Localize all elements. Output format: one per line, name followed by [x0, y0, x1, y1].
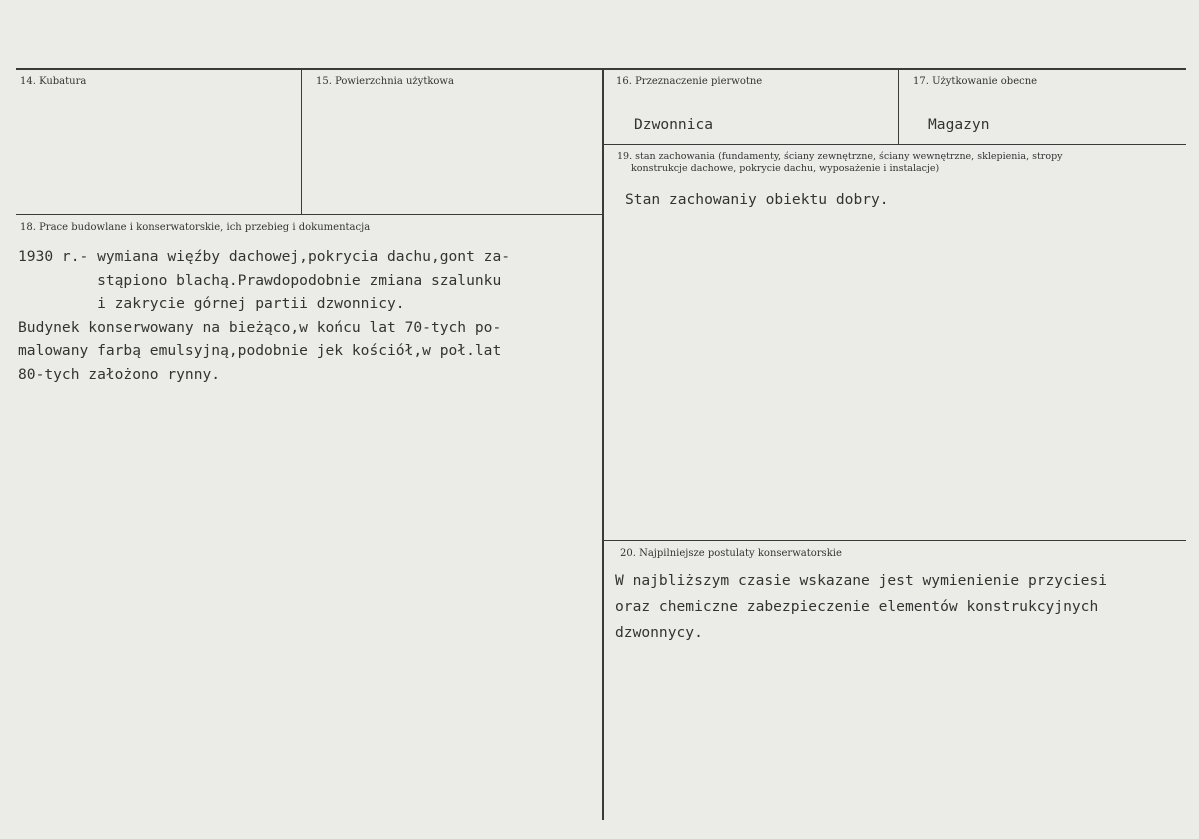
field-18-line: i zakrycie górnej partii dzwonnicy. [18, 295, 405, 312]
field-20-text [615, 568, 1107, 646]
field-17-label: 17. Użytkowanie obecne [913, 76, 1038, 87]
top-rule [16, 68, 1186, 70]
field-19-value: Stan zachowaniy obiektu dobry. [625, 191, 889, 208]
field-16-label: 16. Przeznaczenie pierwotne [616, 76, 763, 87]
field-18-line: malowany farbą emulsyjną,podobnie jek kościół,w poł.lat [18, 342, 502, 359]
field-16-value: Dzwonnica [634, 116, 714, 133]
field-18-line: stąpiono blachą.Prawdopodobnie zmiana szalunku [18, 271, 502, 289]
field-18-line: Budynek konserwowany na bieżąco,w końcu lat 70-tych po- [18, 318, 502, 336]
field-18-text [18, 245, 510, 386]
divider-14-15 [301, 70, 302, 215]
field-19-label-line2: konstrukcje dachowe, pokrycie dachu, wyposażenie i instalacje) [631, 163, 940, 174]
rule-under-14-15 [16, 214, 602, 215]
field-19-label-line1: 19. stan zachowania (fundamenty, ściany zewnętrzne, ściany wewnętrzne, sklepienia, stropy [617, 151, 1063, 162]
field-20-line: oraz chemiczne zabezpieczenie elementów konstrukcyjnych [615, 598, 1099, 615]
rule-under-16-17 [604, 144, 1186, 145]
field-20-line: W najbliższym czasie wskazane jest wymienienie przyciesi [615, 572, 1108, 589]
field-14-label: 14. Kubatura [20, 76, 87, 87]
field-18-line: 1930 r.- wymiana więźby dachowej,pokrycia dachu,gont za- [18, 248, 511, 265]
field-17-value: Magazyn [928, 116, 990, 133]
field-15-label: 15. Powierzchnia użytkowa [316, 76, 454, 87]
divider-16-17 [898, 70, 899, 144]
field-20-label: 20. Najpilniejsze postulaty konserwatorskie [620, 548, 842, 559]
field-18-line: 80-tych założono rynny. [18, 365, 221, 383]
field-18-label: 18. Prace budowlane i konserwatorskie, ich przebieg i dokumentacja [20, 222, 371, 233]
rule-above-20 [604, 540, 1186, 541]
divider-left-right [602, 70, 604, 820]
field-20-line: dzwonnycy. [615, 624, 703, 641]
